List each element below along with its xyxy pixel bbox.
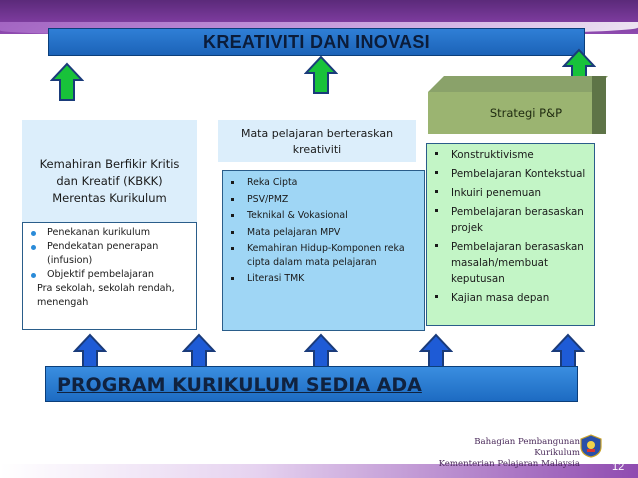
list-item: Kemahiran Hidup-Komponen reka cipta dalam mata pelajaran	[229, 242, 422, 269]
kbkk-list-box	[22, 222, 197, 330]
kbkk-note: Pra sekolah, sekolah rendah, menengah	[37, 283, 175, 308]
list-item: Kajian masa depan	[433, 290, 592, 306]
program-bar: PROGRAM KURIKULUM SEDIA ADA	[45, 366, 578, 402]
list-item: Teknikal & Vokasional	[229, 209, 422, 223]
list-item: Pembelajaran berasaskan projek	[433, 204, 592, 236]
subject-heading-line1: Mata pelajaran berteraskan	[240, 127, 394, 140]
strategy-list-box	[426, 143, 595, 326]
subject-heading-line2: kreativiti	[292, 143, 342, 156]
list-item: Objektif pembelajaran	[29, 268, 194, 282]
list-item: Pembelajaran Kontekstual	[433, 166, 592, 182]
kbkk-heading-line2: dan Kreatif (KBKK)	[56, 174, 163, 188]
kbkk-heading-box	[22, 120, 197, 222]
list-item: Pendekatan penerapan (infusion)	[29, 240, 194, 268]
list-item: Penekanan kurikulum	[29, 226, 194, 240]
list-item: Literasi TMK	[229, 272, 422, 286]
ministry-logo-icon	[580, 434, 602, 458]
list-item: Inkuiri penemuan	[433, 185, 592, 201]
kbkk-heading-line1: Kemahiran Berfikir Kritis	[39, 157, 180, 171]
footer	[430, 437, 580, 470]
subject-list-box	[222, 170, 425, 331]
strategy-heading: Strategi P&P	[428, 92, 592, 134]
list-item: Konstruktivisme	[433, 147, 592, 163]
kbkk-heading-line3: Merentas Kurikulum	[52, 191, 167, 205]
page-number: 12	[612, 461, 625, 473]
list-item: Mata pelajaran MPV	[229, 226, 422, 240]
footer-line1: Bahagian Pembangunan Kurikulum	[474, 437, 580, 458]
subject-heading-box	[218, 120, 416, 162]
footer-line2: Kementerian Pelajaran Malaysia	[438, 459, 580, 469]
strategy-box-side-face	[592, 76, 606, 134]
list-item: Reka Cipta	[229, 176, 422, 190]
list-item: PSV/PMZ	[229, 193, 422, 207]
title-bar: KREATIVITI DAN INOVASI	[48, 28, 585, 56]
list-item: Pembelajaran berasaskan masalah/membuat keputusan	[433, 239, 592, 287]
green-up-arrow-middle	[304, 55, 338, 95]
strategy-box-top-face	[428, 76, 608, 92]
green-up-arrow-left	[50, 62, 84, 102]
